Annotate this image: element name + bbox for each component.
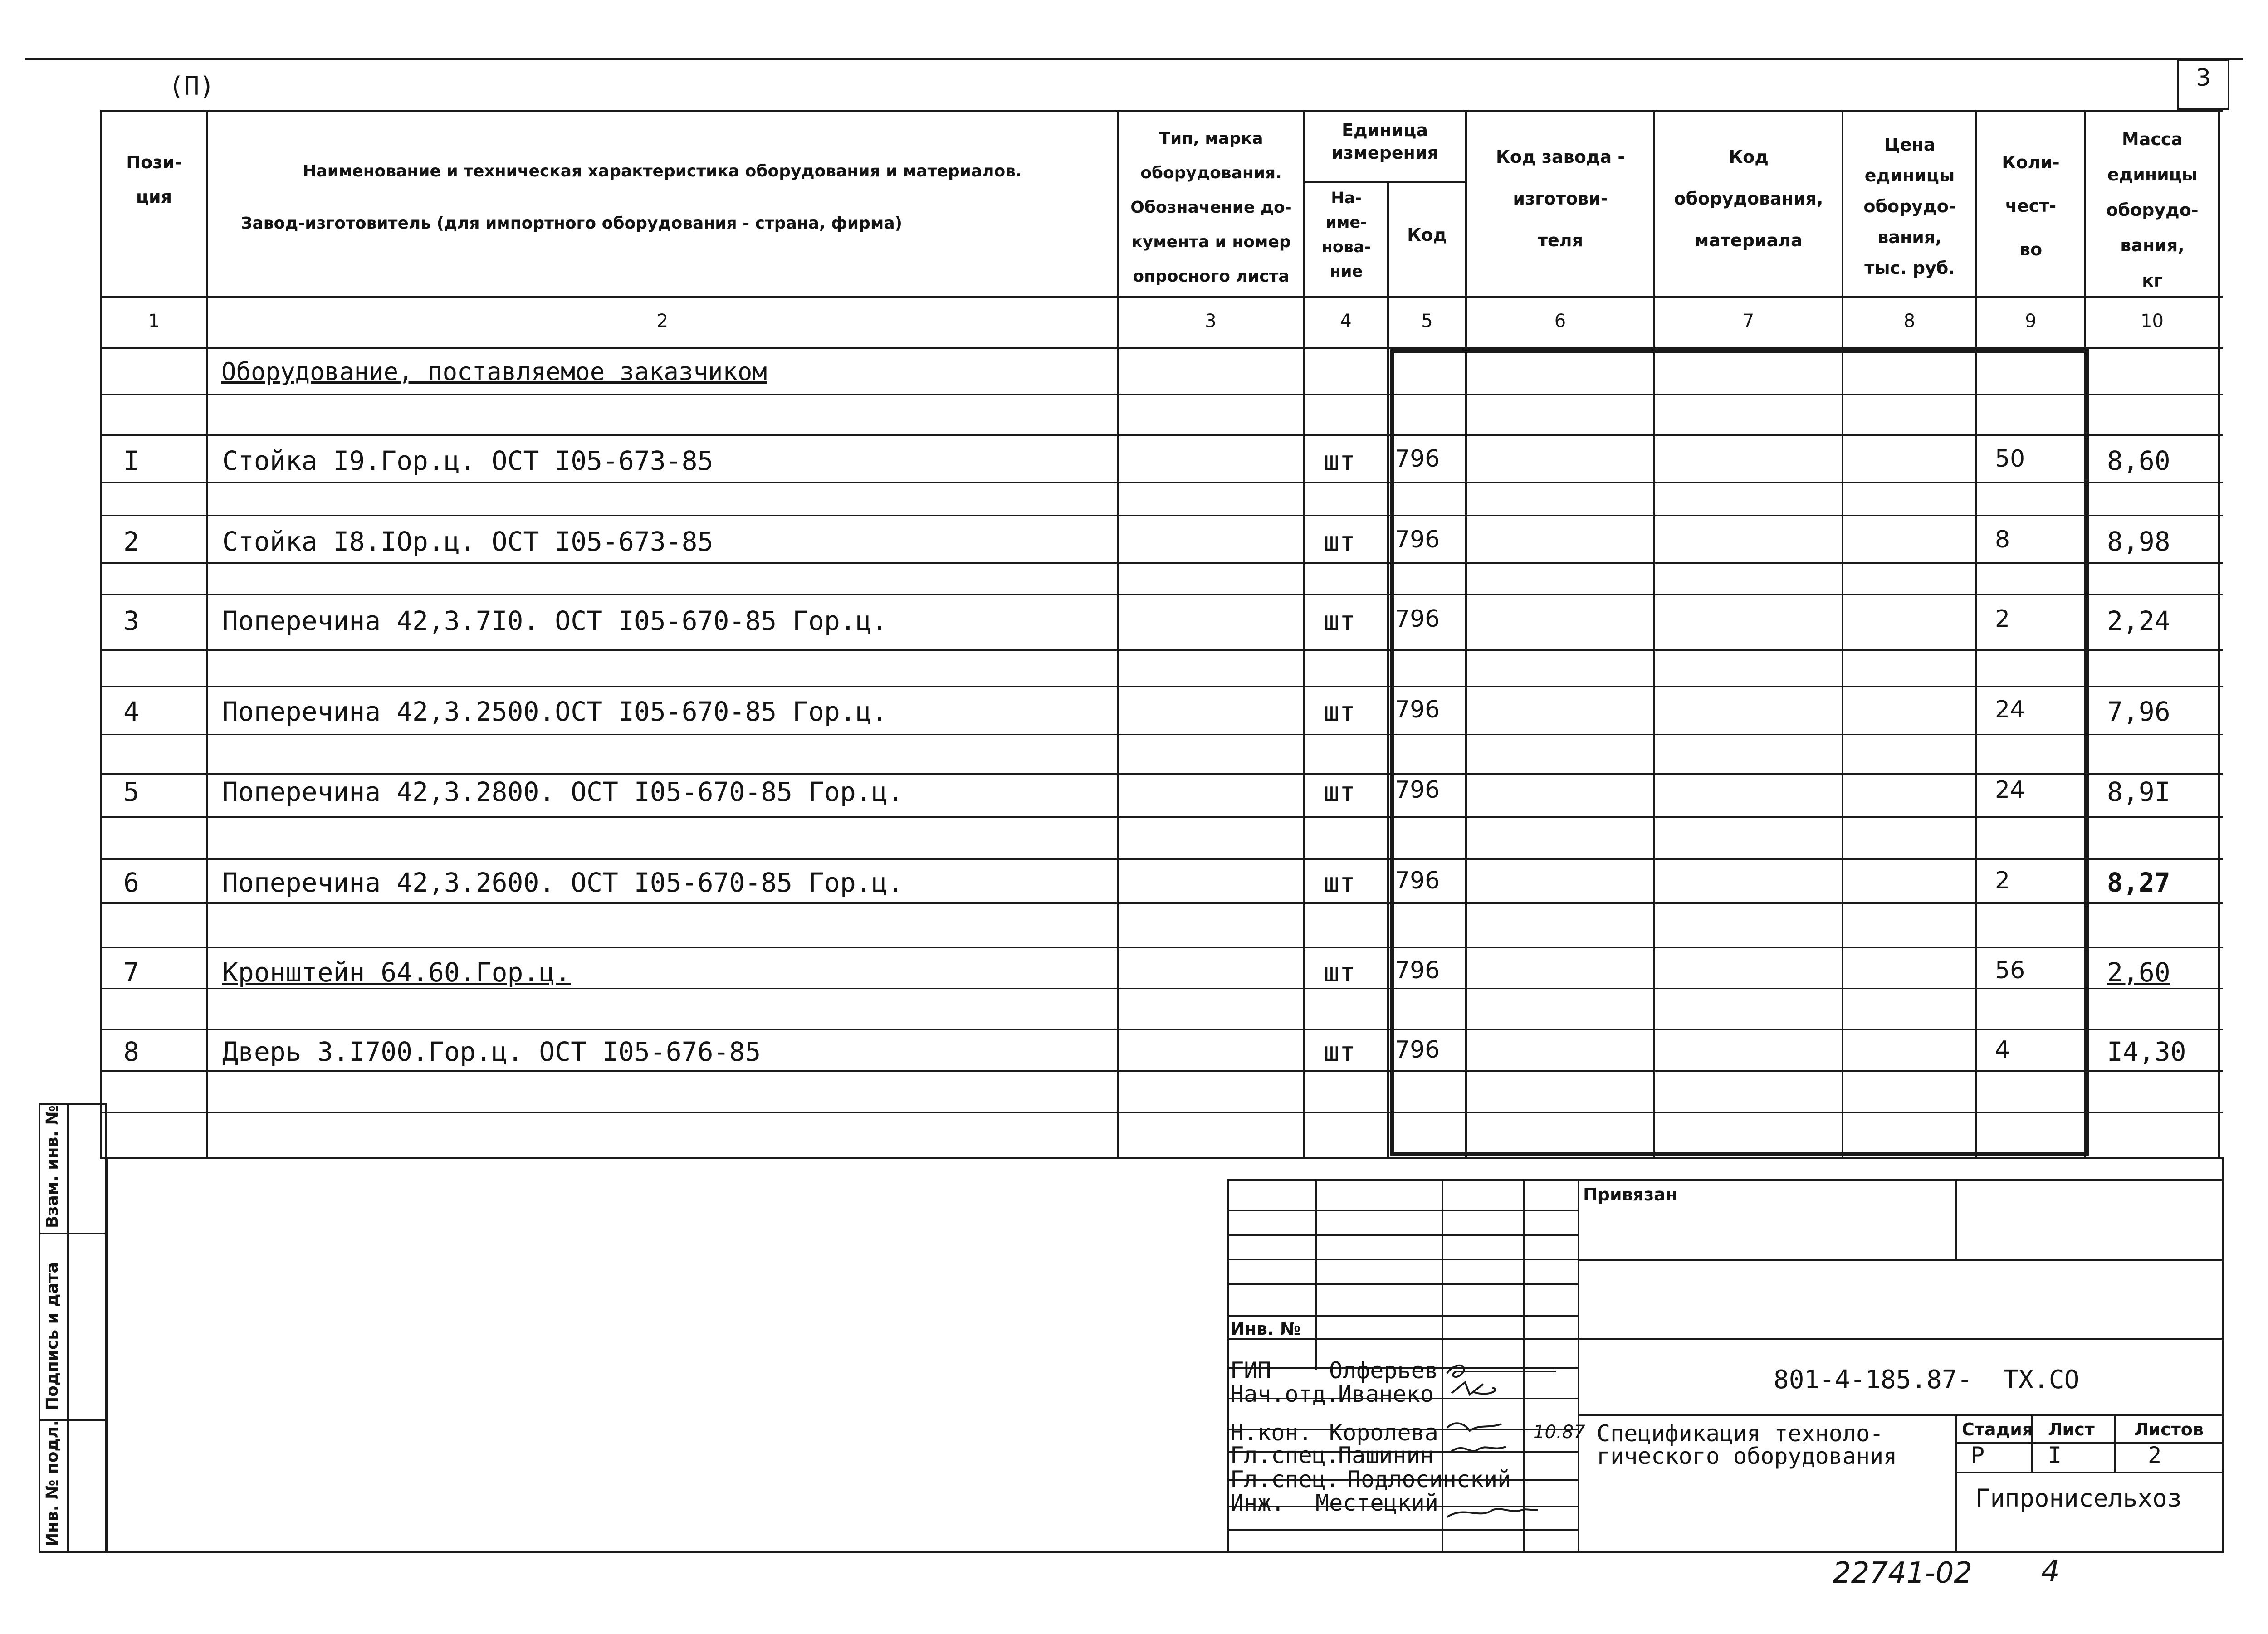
- bottom-copy: 4: [2041, 1555, 2060, 1588]
- stamp-inv-no: Инв. №: [1230, 1319, 1301, 1339]
- row-unit: шт: [1324, 605, 1355, 636]
- header-price: Цена единицы оборудо- вания, тыс. руб.: [1863, 135, 1956, 278]
- row-name: Стойка I8.IОр.ц. ОСТ I05-673-85: [222, 526, 714, 557]
- row-quantity: 4: [1995, 1036, 2010, 1063]
- colnum-2: 2: [656, 311, 669, 332]
- colnum-8: 8: [1903, 311, 1916, 332]
- header-type: Тип, марка оборудования. Обозначение до- кумента и номер опросного листа: [1130, 129, 1292, 286]
- row-code: 796: [1395, 696, 1440, 723]
- row-position: 2: [123, 526, 139, 557]
- colnum-10: 10: [2141, 311, 2164, 332]
- colnum-1: 1: [148, 311, 160, 332]
- row-position: 8: [123, 1036, 139, 1067]
- signer-role: Н.кон.: [1230, 1419, 1312, 1446]
- stamp-org: Гипронисельхоз: [1975, 1484, 2182, 1512]
- row-code: 796: [1395, 1036, 1440, 1063]
- row-mass: 8,60: [2107, 445, 2170, 476]
- signer-name: Иванеко: [1338, 1381, 1434, 1407]
- bottom-number: 22741-02: [1833, 1556, 1973, 1590]
- right-frame: [2222, 1157, 2224, 1553]
- row-position: 3: [123, 605, 139, 636]
- left-frame: [106, 1157, 108, 1553]
- stamp-date: 10.87: [1533, 1422, 1585, 1443]
- row-unit: шт: [1324, 957, 1355, 988]
- header-position: Пози- ция: [126, 152, 182, 207]
- row-quantity: 2: [1995, 605, 2010, 633]
- row-mass: 8,98: [2107, 526, 2170, 557]
- row-position: 5: [123, 776, 139, 807]
- side-label-signature-date: Подпись и дата: [43, 1262, 62, 1410]
- row-code: 796: [1395, 445, 1440, 473]
- stamp-stage: Р: [1971, 1442, 1985, 1468]
- signer-role: ГИП: [1230, 1357, 1271, 1384]
- side-label-original-inv: Инв. № подл.: [43, 1420, 62, 1546]
- row-code: 796: [1395, 867, 1440, 894]
- header-name-line2: Завод-изготовитель (для импортного оборудования - страна, фирма): [240, 214, 903, 233]
- row-name: Поперечина 42,3.7I0. ОСТ I05-670-85 Гор.ц.: [222, 605, 888, 636]
- row-name: Кронштейн 64.60.Гор.ц.: [222, 957, 571, 988]
- row-code: 796: [1395, 957, 1440, 984]
- colnum-5: 5: [1421, 311, 1433, 332]
- header-quantity: Коли- чест- во: [2002, 152, 2060, 259]
- header-mass: Масса единицы оборудо- вания, кг: [2106, 129, 2199, 291]
- row-name: Дверь 3.I700.Гор.ц. ОСТ I05-676-85: [222, 1036, 761, 1067]
- signer-name: Подлосинский: [1347, 1466, 1511, 1493]
- row-unit: шт: [1324, 776, 1355, 807]
- row-unit: шт: [1324, 867, 1355, 898]
- row-position: 6: [123, 867, 139, 898]
- row-name: Поперечина 42,3.2500.ОСТ I05-670-85 Гор.ц.: [222, 696, 888, 727]
- row-quantity: 8: [1995, 526, 2010, 553]
- stamp-stage-label: Стадия: [1962, 1419, 2033, 1439]
- side-label-replaced-inv: Взам. инв. №: [43, 1105, 62, 1228]
- header-unit-name: На- име- нова- ние: [1321, 189, 1371, 281]
- signer-role: Нач.отд.: [1230, 1381, 1339, 1407]
- row-unit: шт: [1324, 696, 1355, 727]
- stamp-privyazan: Привязан: [1583, 1185, 1678, 1205]
- stamp-sheet: I: [2048, 1442, 2062, 1468]
- signer-role: Инж.: [1230, 1490, 1285, 1516]
- row-name: Поперечина 42,3.2800. ОСТ I05-670-85 Гор.ц.: [222, 776, 904, 807]
- signer-role: Гл.спец.: [1230, 1442, 1339, 1468]
- row-quantity: 50: [1995, 445, 2025, 473]
- header-factory-code: Код завода - изготови- теля: [1496, 147, 1625, 250]
- colnum-9: 9: [2025, 311, 2037, 332]
- row-quantity: 24: [1995, 776, 2025, 804]
- colnum-3: 3: [1205, 311, 1217, 332]
- stamp-title-line1: Спецификация техноло-: [1597, 1420, 1884, 1447]
- row-quantity: 2: [1995, 867, 2010, 894]
- signer-name: Пашинин: [1338, 1442, 1434, 1468]
- header-unit-code: Код: [1407, 225, 1447, 245]
- row-unit: шт: [1324, 445, 1355, 476]
- row-name: Стойка I9.Гор.ц. ОСТ I05-673-85: [222, 445, 714, 476]
- row-unit: шт: [1324, 526, 1355, 557]
- row-mass: 7,96: [2107, 696, 2170, 727]
- signer-name: Королева: [1329, 1419, 1438, 1446]
- bottom-frame: [106, 1551, 2224, 1553]
- row-mass: 2,24: [2107, 605, 2170, 636]
- row-mass: I4,30: [2107, 1036, 2186, 1067]
- signer-name: Местецкий: [1315, 1490, 1438, 1516]
- header-name-line1: Наименование и техническая характеристика оборудования и материалов.: [303, 162, 1022, 180]
- signatures: [1438, 1356, 1583, 1537]
- stamp-sheets: 2: [2148, 1442, 2162, 1468]
- corner-mark: (П): [169, 72, 215, 101]
- row-unit: шт: [1324, 1036, 1355, 1067]
- signer-name: Олферьев: [1329, 1357, 1438, 1384]
- stamp-sheet-label: Лист: [2048, 1419, 2095, 1439]
- stamp-sheets-label: Листов: [2134, 1419, 2204, 1439]
- row-code: 796: [1395, 605, 1440, 633]
- stamp-doc-code: 801-4-185.87- ТХ.СО: [1774, 1365, 2080, 1395]
- row-quantity: 24: [1995, 696, 2025, 723]
- header-equipment-code: Код оборудования, материала: [1674, 147, 1823, 250]
- colnum-4: 4: [1340, 311, 1352, 332]
- section-title: Оборудование, поставляемое заказчиком: [221, 357, 767, 386]
- row-mass: 8,9I: [2107, 776, 2170, 807]
- page-number: 3: [2195, 64, 2211, 92]
- row-code: 796: [1395, 776, 1440, 804]
- header-unit-group: Единица измерения: [1331, 120, 1438, 163]
- row-mass: 2,60: [2107, 957, 2170, 988]
- colnum-6: 6: [1554, 311, 1566, 332]
- row-position: I: [123, 445, 139, 476]
- row-name: Поперечина 42,3.2600. ОСТ I05-670-85 Гор.ц.: [222, 867, 904, 898]
- signer-role: Гл.спец.: [1230, 1466, 1339, 1493]
- row-code: 796: [1395, 526, 1440, 553]
- row-position: 7: [123, 957, 139, 988]
- top-rule: [25, 58, 2243, 60]
- row-position: 4: [123, 696, 139, 727]
- row-quantity: 56: [1995, 957, 2025, 984]
- colnum-7: 7: [1742, 311, 1755, 332]
- stamp-title-line2: гического оборудования: [1597, 1443, 1897, 1469]
- row-mass: 8,27: [2107, 867, 2170, 898]
